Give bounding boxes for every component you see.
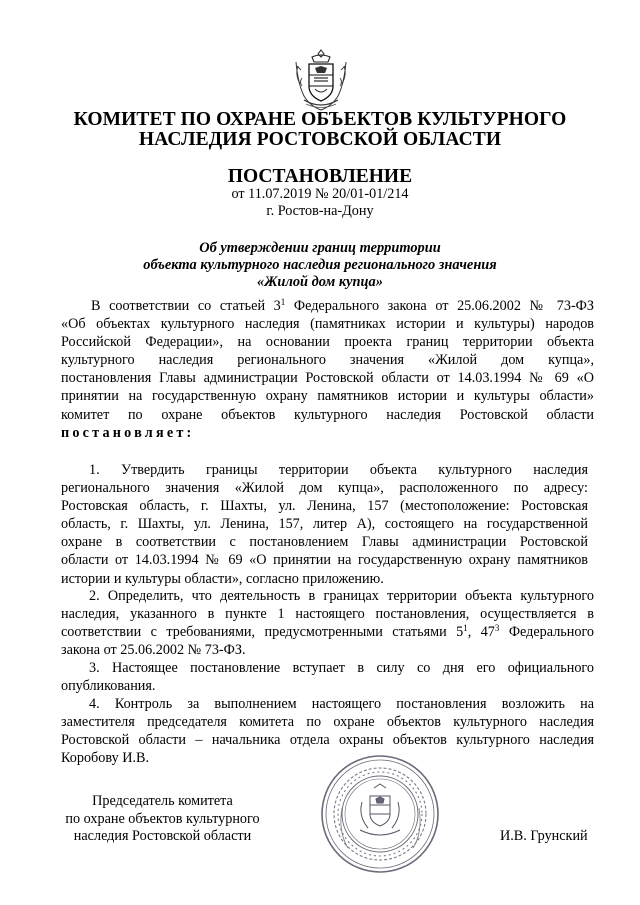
committee-name-line2: НАСЛЕДИЯ РОСТОВСКОЙ ОБЛАСТИ xyxy=(138,129,502,150)
coat-of-arms-emblem xyxy=(292,48,350,112)
item-3-line: опубликования. xyxy=(61,678,156,695)
preamble-line: Российской Федерации», на основании проекта границ территории объекта xyxy=(61,334,594,351)
signatory-title-line3: наследия Ростовской области xyxy=(73,828,252,844)
item-3-paragraph xyxy=(61,659,594,695)
item-3-line: 3. Настоящее постановление вступает в силу со дня его официального xyxy=(89,660,594,676)
signatory-title-line1: Председатель комитета xyxy=(92,793,233,809)
subject-line3: «Жилой дом купца» xyxy=(257,274,383,290)
item-2-line: наследия, указанного в пункте 1 настоящего постановления, осуществляется в xyxy=(61,606,594,623)
document-subject xyxy=(0,240,640,291)
committee-name xyxy=(0,110,640,150)
item-4-line: 4. Контроль за выполнением настоящего постановления возложить на xyxy=(89,696,594,712)
subject-line2: объекта культурного наследия регионального значения xyxy=(143,257,497,273)
preamble-line: В соответствии со статьей $3^1$ Федерального закона от 25.06.2002 № 73-ФЗ xyxy=(91,297,594,314)
subject-line1: Об утверждении границ территории xyxy=(199,240,441,256)
item-4-line: Ростовской области – начальника отдела охраны объектов культурного наследия xyxy=(61,732,594,749)
item-2-paragraph xyxy=(61,587,594,659)
city: г. Ростов-на-Дону xyxy=(266,203,374,219)
signatory-name: И.В. Грунский xyxy=(500,828,588,844)
item-4-line: Коробову И.В. xyxy=(61,750,150,767)
item-1-line: истории и культуры области», согласно приложению. xyxy=(61,570,384,587)
item-2-line: соответствии с требованиями, предусмотренными статьями $5^1$, $47^3$ Федерального xyxy=(61,623,594,641)
preamble-paragraph xyxy=(61,297,594,442)
signatory-title-line2: по охране объектов культурного xyxy=(65,810,260,827)
preamble-line: постановления Главы администрации Ростовской области от 14.03.1994 № 69 «О xyxy=(61,370,594,387)
signatory-title xyxy=(40,793,285,846)
decree-word: постановляет: xyxy=(61,424,195,441)
item-1-line: охране в соответствии с постановлением Главы администрации Ростовской xyxy=(61,534,588,551)
item-1-line: Ростовская область, г. Шахты, ул. Ленина, 157 (местоположение: Ростовская xyxy=(61,498,588,515)
item-1-line: области от 14.03.1994 № 69 «О принятии на государственную охрану памятников xyxy=(61,552,588,569)
official-seal-stamp xyxy=(318,752,442,876)
item-2-line: 2. Определить, что деятельность в границах территории объекта культурного xyxy=(89,588,594,604)
committee-name-line1: КОМИТЕТ ПО ОХРАНЕ ОБЪЕКТОВ КУЛЬТУРНОГО xyxy=(73,109,567,130)
item-1-line: регионального значения «Жилой дом купца», расположенного по адресу: xyxy=(61,480,588,497)
document-meta xyxy=(0,186,640,220)
document-type: ПОСТАНОВЛЕНИЕ xyxy=(227,166,413,187)
date-number: от 11.07.2019 № 20/01-01/214 xyxy=(231,186,409,202)
item-4-line: заместителя председателя комитета по охране объектов культурного наследия xyxy=(61,714,594,731)
item-2-line: закона от 25.06.2002 № 73-ФЗ. xyxy=(61,642,246,659)
item-1-paragraph xyxy=(61,461,588,588)
preamble-line: принятии на государственную охрану памятников истории и культуры области» xyxy=(61,388,594,405)
preamble-line: культурного наследия регионального значения «Жилой дом купца», xyxy=(61,352,594,369)
preamble-line: комитет по охране объектов культурного наследия Ростовской области xyxy=(61,406,594,423)
item-1-line: область, г. Шахты, ул. Ленина, 157, литер А), состоящего на государственной xyxy=(61,516,588,533)
item-1-line: 1. Утвердить границы территории объекта культурного наследия xyxy=(89,462,588,478)
preamble-line: «Об объектах культурного наследия (памятниках истории и культуры) народов xyxy=(61,316,594,333)
